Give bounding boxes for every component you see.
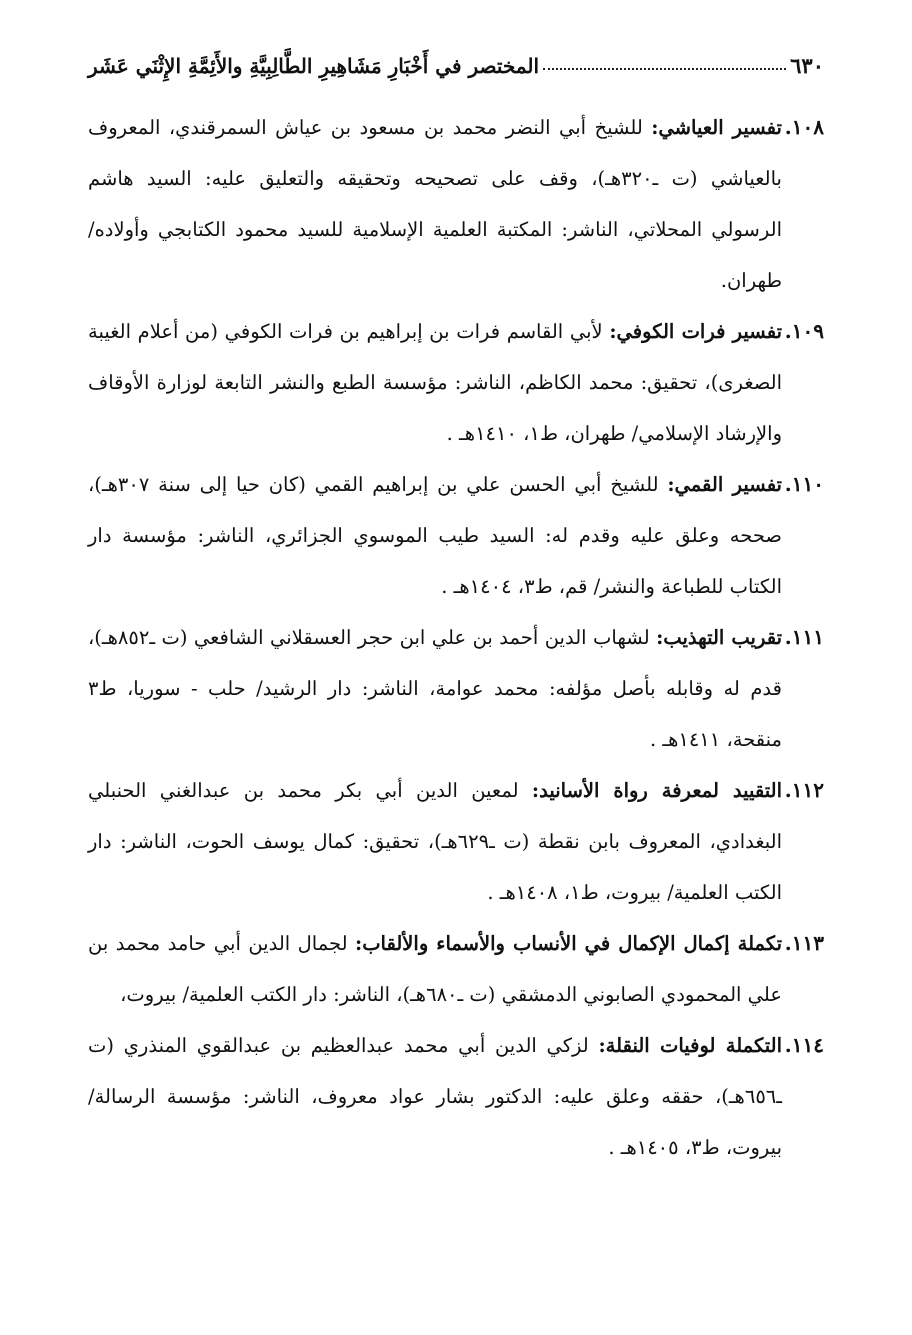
entry-text: لمعين الدين أبي بكر محمد بن عبدالغني الحنبلي البغدادي، المعروف بابن نقطة (ت ـ٦٢٩هـ)، تحقيق: كمال يوسف الحوت، الناشر: دار الكتب العلمية/ بيروت، ط١، ١٤٠٨هـ . [88,779,782,904]
entry-title: تفسير فرات الكوفي: [609,320,782,343]
running-title: المختصر في أَخْبَارِ مَشَاهِيرِ الطَّالِبِيَّةِ والأَئِمَّةِ الإِثْنَي عَشَر [88,54,540,78]
entry-number: ١١٣. [784,931,824,955]
bibliography-entry-110 [88,459,824,612]
entry-text: للشيخ أبي النضر محمد بن مسعود بن عياش السمرقندي، المعروف بالعياشي (ت ـ٣٢٠هـ)، وقف على تصحيحه وتحقيقه والتعليق عليه: السيد هاشم الرسولي المحلاتي، الناشر: المكتبة العلمية الإسلامية للسيد محمود الكتابجي وأولاده/ طهران. [88,116,782,292]
book-page [88,34,824,1173]
entry-number: ١١٢. [784,778,824,802]
entry-title: تفسير القمي: [667,473,782,496]
entry-text: لأبي القاسم فرات بن إبراهيم بن فرات الكوفي (من أعلام الغيبة الصغرى)، تحقيق: محمد الكاظم، الناشر: مؤسسة الطبع والنشر التابعة لوزارة الأوقاف والإرشاد الإسلامي/ طهران، ط١، ١٤١٠هـ . [88,320,782,445]
bibliography-entry-113 [88,918,824,1020]
bibliography-entry-111 [88,612,824,765]
entry-number: ١٠٩. [784,319,824,343]
bibliography-entry-108 [88,102,824,306]
entry-number: ١١٠. [784,472,824,496]
entry-number: ١١٤. [784,1033,824,1057]
header-dot-leader [543,67,786,70]
bibliography-entry-114 [88,1020,824,1173]
entry-title: تكملة إكمال الإكمال في الأنساب والأسماء والألقاب: [355,932,783,955]
entry-text: للشيخ أبي الحسن علي بن إبراهيم القمي (كان حيا إلى سنة ٣٠٧هـ)، صححه وعلق عليه وقدم له: السيد طيب الموسوي الجزائري، الناشر: مؤسسة دار الكتاب للطباعة والنشر/ قم، ط٣، ١٤٠٤هـ . [88,473,782,598]
entry-text: لشهاب الدين أحمد بن علي ابن حجر العسقلاني الشافعي (ت ـ٨٥٢هـ)، قدم له وقابله بأصل مؤلفه: محمد عوامة، الناشر: دار الرشيد/ حلب - سوريا، ط٣ منقحة، ١٤١١هـ . [88,626,782,751]
entry-title: التكملة لوفيات النقلة: [598,1034,782,1057]
entry-text: لزكي الدين أبي محمد عبدالعظيم بن عبدالقوي المنذري (ت ـ٦٥٦هـ)، حققه وعلق عليه: الدكتور بشار عواد معروف، الناشر: مؤسسة الرسالة/ بيروت، ط٣، ١٤٠٥هـ . [88,1034,782,1159]
page-header [88,34,824,78]
entry-number: ١١١. [784,625,824,649]
bibliography-entry-112 [88,765,824,918]
entry-title: تفسير العياشي: [651,116,782,139]
entry-title: تقريب التهذيب: [656,626,782,649]
entry-number: ١٠٨. [784,115,824,139]
bibliography-entry-109 [88,306,824,459]
bibliography-list [88,102,824,1173]
entry-title: التقييد لمعرفة رواة الأسانيد: [531,779,782,802]
page-number: ٦٣٠ [790,53,824,78]
entry-text: لجمال الدين أبي حامد محمد بن علي المحمودي الصابوني الدمشقي (ت ـ٦٨٠هـ)، الناشر: دار الكتب العلمية/ بيروت، [88,932,782,1006]
